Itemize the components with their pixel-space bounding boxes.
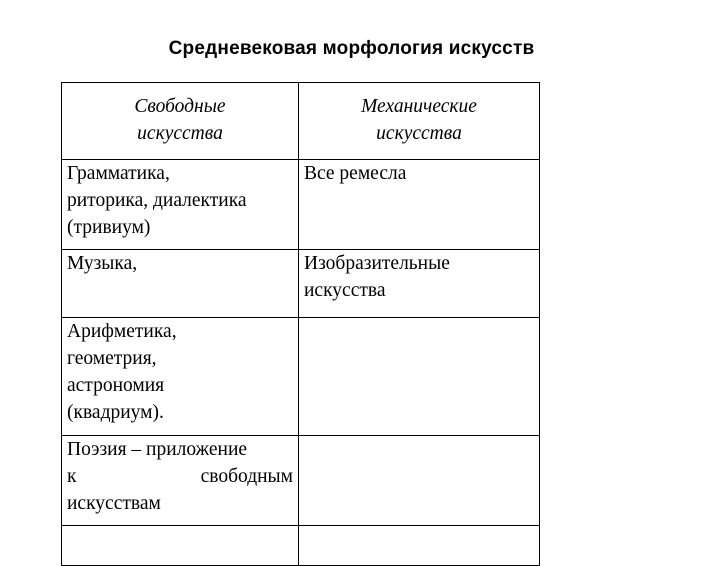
table-cell-mechanical bbox=[299, 250, 540, 318]
table-cell-liberal bbox=[62, 436, 299, 526]
cell-line: риторика, диалектика bbox=[67, 190, 247, 211]
header-mechanical-arts bbox=[299, 83, 540, 160]
slide-title: Средневековая морфология искусств bbox=[168, 38, 535, 59]
cell-line: искусства bbox=[304, 280, 386, 301]
table-header-row bbox=[62, 83, 540, 160]
table-cell-mechanical-empty bbox=[299, 526, 540, 566]
table-row bbox=[62, 160, 540, 250]
cell-line: к свободным bbox=[67, 466, 293, 487]
cell-line: Поэзия – приложение bbox=[67, 439, 248, 460]
table-cell-liberal bbox=[62, 250, 299, 318]
cell-line: Грамматика, bbox=[67, 163, 170, 184]
table-cell-mechanical-empty bbox=[299, 318, 540, 436]
cell-line: астрономия bbox=[67, 375, 165, 396]
header-line: Механические bbox=[361, 96, 477, 117]
table-cell-liberal bbox=[62, 160, 299, 250]
table-row bbox=[62, 318, 540, 436]
cell-line: (тривиум) bbox=[67, 217, 151, 238]
arts-table bbox=[61, 82, 540, 566]
table-row bbox=[62, 250, 540, 318]
table-row bbox=[62, 436, 540, 526]
cell-line: (квадриум). bbox=[67, 402, 164, 423]
cell-line: Музыка, bbox=[67, 253, 138, 274]
header-liberal-arts bbox=[62, 83, 299, 160]
table-cell-liberal bbox=[62, 318, 299, 436]
cell-line: Изобразительные bbox=[304, 253, 450, 274]
header-line: искусства bbox=[376, 123, 462, 144]
cell-line: геометрия, bbox=[67, 348, 157, 369]
header-line: искусства bbox=[137, 123, 223, 144]
table-row bbox=[62, 526, 540, 566]
table-cell-liberal-empty bbox=[62, 526, 299, 566]
cell-line: искусствам bbox=[67, 493, 161, 514]
cell-line: Все ремесла bbox=[304, 163, 407, 184]
cell-line: Арифметика, bbox=[67, 321, 177, 342]
table-cell-mechanical-empty bbox=[299, 436, 540, 526]
header-line: Свободные bbox=[134, 96, 226, 117]
table-cell-mechanical bbox=[299, 160, 540, 250]
